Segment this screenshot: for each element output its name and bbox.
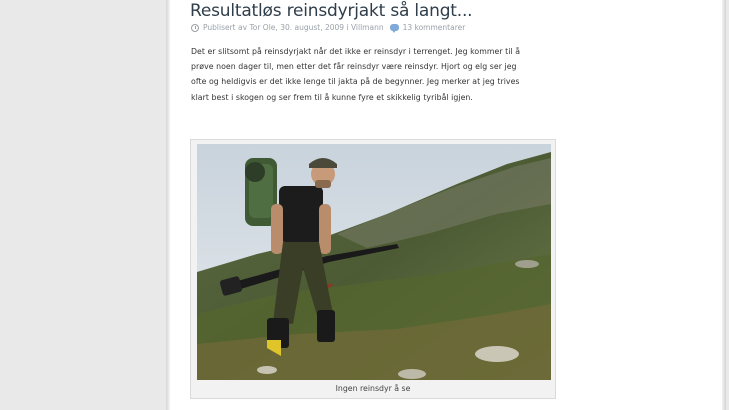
- page-shadow-right: [722, 0, 726, 410]
- clock-icon: [191, 24, 199, 32]
- paragraph-line: klart best i skogen og ser frem til å kunne fyre et skikkelig tyribål igjen.: [191, 92, 473, 102]
- post-body: [191, 44, 551, 105]
- paragraph-line: Det er slitsomt på reinsdyrjakt når det ikke er reinsdyr i terrenget. Jeg kommer til å: [191, 47, 521, 56]
- hunter-photo[interactable]: [197, 144, 551, 380]
- meta-separator: i: [346, 23, 349, 32]
- category-link[interactable]: Villmann: [350, 23, 384, 32]
- post-date: 30. august, 2009: [280, 23, 345, 32]
- comment-bubble-icon: [390, 24, 399, 31]
- post-meta: Publisert av Tor Ole , 30. august, 2009 i Villmann 13 kommentarer: [191, 23, 465, 32]
- comments-link[interactable]: 13 kommentarer: [402, 23, 466, 32]
- published-prefix: Publisert av: [203, 23, 248, 32]
- author-link[interactable]: Tor Ole: [249, 23, 276, 32]
- paragraph-line: prøve noen dager til, men etter det får reinsdyr være reinsdyr. Hjort og elg ser jeg: [191, 62, 517, 72]
- post-title[interactable]: Resultatløs reinsdyrjakt så langt...: [190, 1, 473, 21]
- figure-caption: Ingen reinsdyr å se: [335, 384, 411, 393]
- paragraph-line: ofte og heldigvis er det ikke lenge til jakta på de begynner. Jeg merker at jeg trives: [191, 77, 520, 87]
- post-figure: [190, 139, 556, 399]
